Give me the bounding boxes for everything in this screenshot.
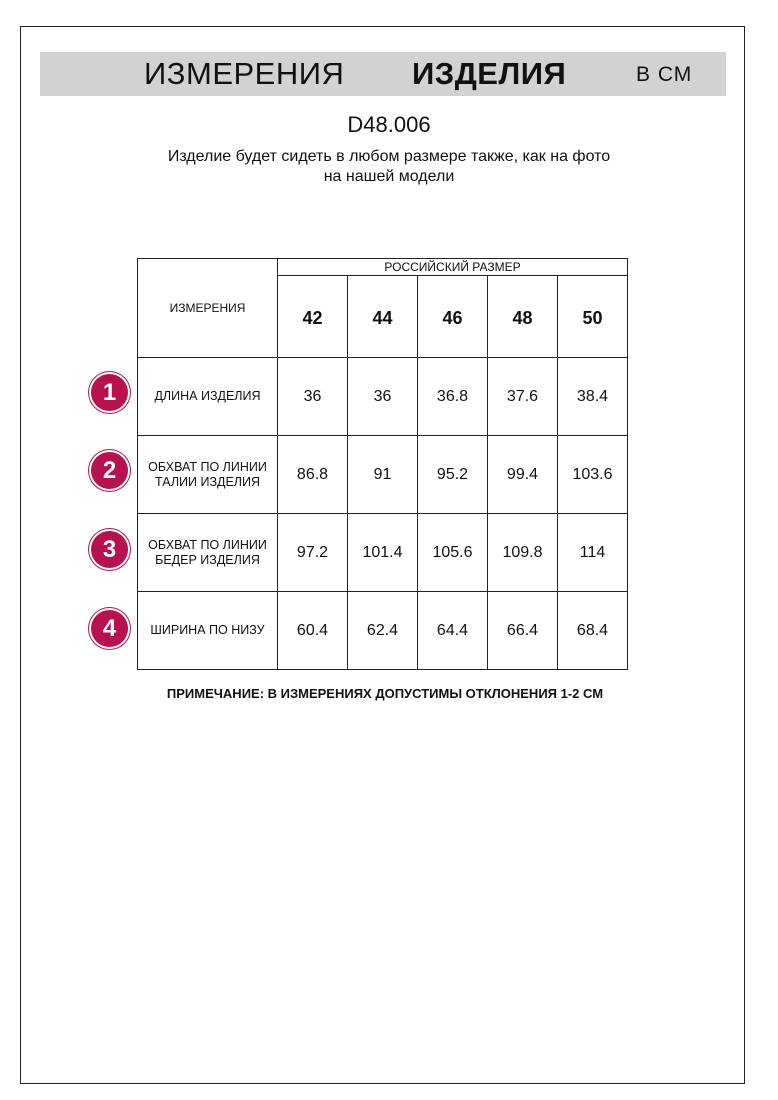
size-header: 50 [558,276,628,358]
measurement-badge-2: 2 [91,452,128,489]
value-cell: 101.4 [348,514,418,592]
product-code: D48.006 [347,112,431,137]
value-cell: 37.6 [488,358,558,436]
measurement-badge-3: 3 [91,531,128,568]
table-row [138,358,628,436]
row-label-line: ОБХВАТ ПО ЛИНИИ [148,459,267,474]
title-banner [40,52,726,96]
value-cell: 105.6 [418,514,488,592]
size-header: 42 [278,276,348,358]
measurements-header: ИЗМЕРЕНИЯ [138,259,278,358]
value-cell: 103.6 [558,436,628,514]
value-cell: 86.8 [278,436,348,514]
row-label-waist [138,436,278,514]
row-label-hips [138,514,278,592]
value-cell: 62.4 [348,592,418,670]
row-label-line: ОБХВАТ ПО ЛИНИИ [148,537,267,552]
row-label-line: ТАЛИИ ИЗДЕЛИЯ [154,474,261,489]
value-cell: 114 [558,514,628,592]
value-cell: 97.2 [278,514,348,592]
value-cell: 36.8 [418,358,488,436]
title-unit: В СМ [636,63,693,86]
measurement-badge-4: 4 [91,610,128,647]
value-cell: 99.4 [488,436,558,514]
fit-description-line2: на нашей модели [323,168,455,185]
table-row [138,514,628,592]
row-label-length [138,358,278,436]
title-word-measurements: ИЗМЕРЕНИЯ [144,56,345,91]
value-cell: 36 [278,358,348,436]
value-cell: 68.4 [558,592,628,670]
size-header: 48 [488,276,558,358]
value-cell: 36 [348,358,418,436]
size-table [137,258,628,670]
value-cell: 109.8 [488,514,558,592]
fit-description-line1: Изделие будет сидеть в любом размере также, как на фото [167,148,611,165]
russian-size-header: РОССИЙСКИЙ РАЗМЕР [278,259,628,276]
value-cell: 64.4 [418,592,488,670]
value-cell: 38.4 [558,358,628,436]
value-cell: 91 [348,436,418,514]
title-word-product: ИЗДЕЛИЯ [412,56,567,91]
row-label-line: ШИРИНА ПО НИЗУ [150,623,265,637]
value-cell: 66.4 [488,592,558,670]
fit-description [0,147,778,187]
table-row [138,592,628,670]
value-cell: 95.2 [418,436,488,514]
measurement-badge-1: 1 [91,374,128,411]
row-label-hem-width [138,592,278,670]
tolerance-note: ПРИМЕЧАНИЕ: В ИЗМЕРЕНИЯХ ДОПУСТИМЫ ОТКЛОНЕНИЯ 1-2 СМ [166,686,604,701]
row-label-line: БЕДЕР ИЗДЕЛИЯ [155,552,260,567]
size-header: 46 [418,276,488,358]
table-row [138,436,628,514]
row-label-line: ДЛИНА ИЗДЕЛИЯ [154,389,261,403]
value-cell: 60.4 [278,592,348,670]
size-header: 44 [348,276,418,358]
